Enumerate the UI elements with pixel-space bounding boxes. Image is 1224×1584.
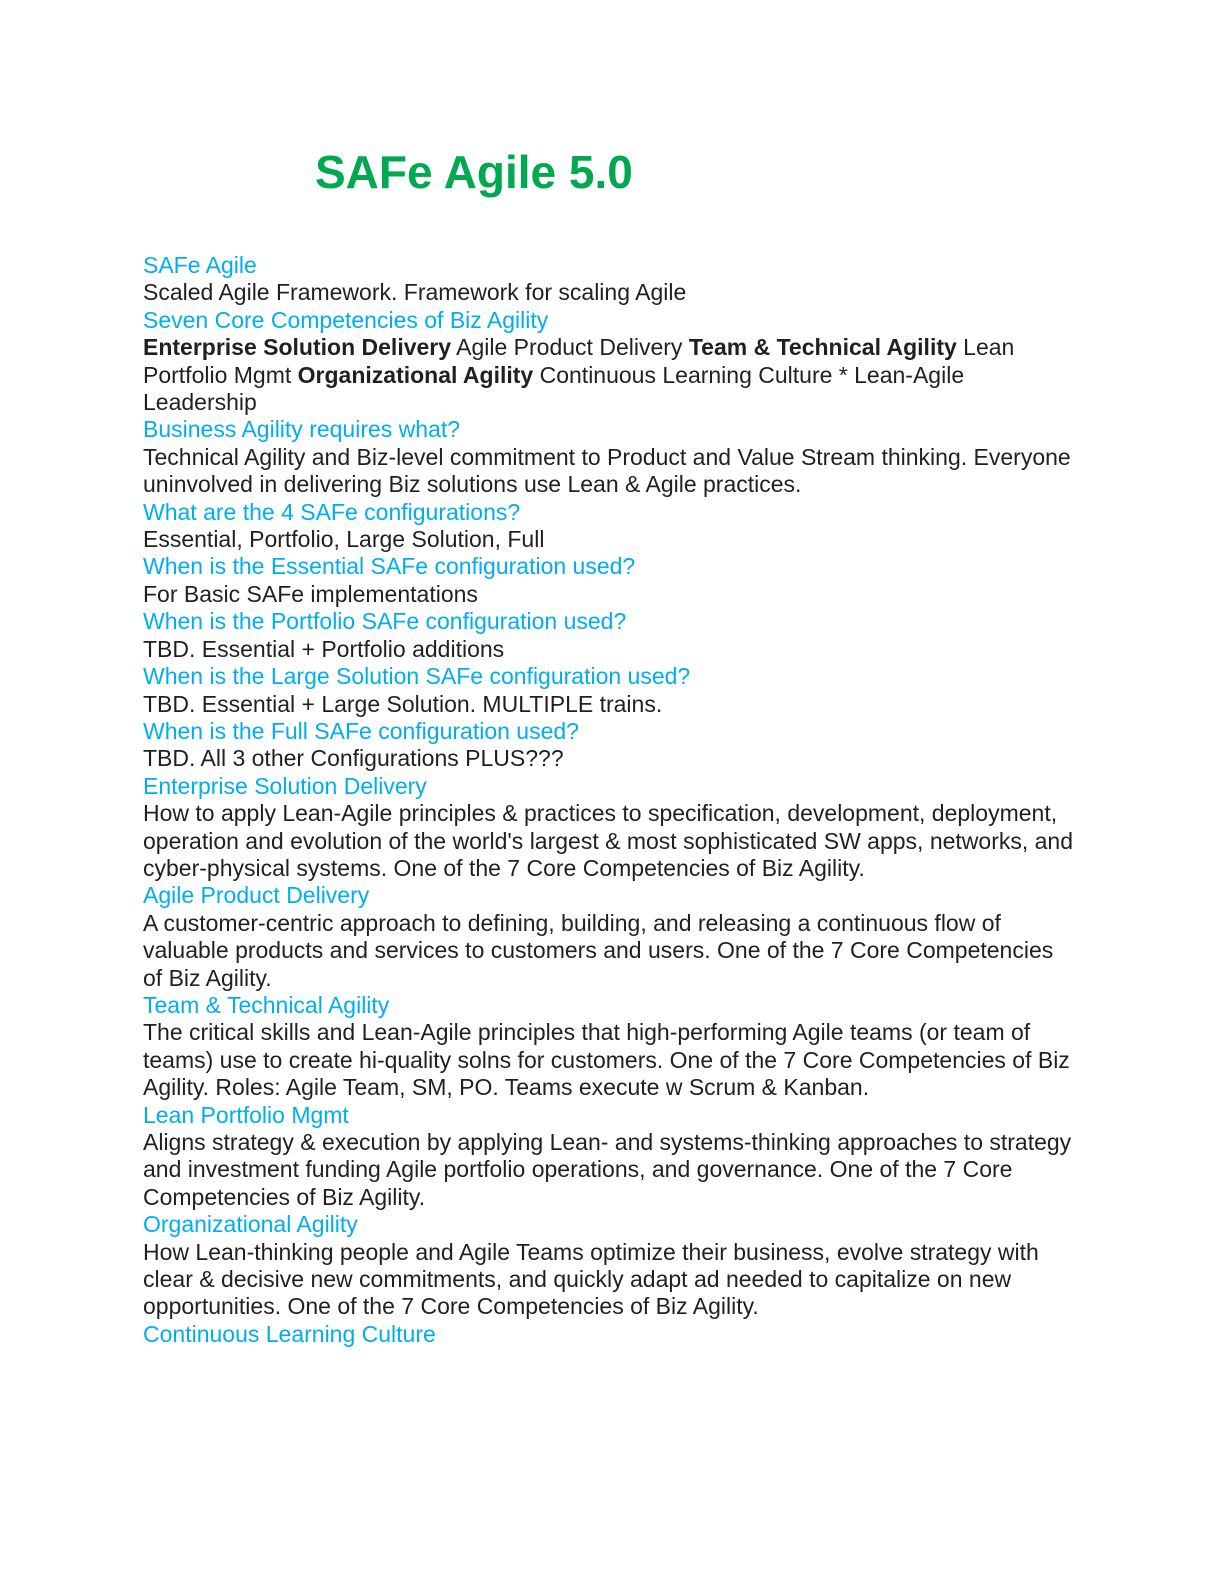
card-term: When is the Essential SAFe configuration used? [143,553,636,580]
card-term: Team & Technical Agility [143,991,390,1018]
definition-text: How to apply Lean-Agile principles & practices to specification, development, deployment, operation and evolution of the world's largest & most sophisticated SW apps, networks, and cyber-physical systems. One of the 7 Core Competencies of Biz Agility. [143,800,1074,881]
definition-text: Essential, Portfolio, Large Solution, Full [143,526,545,553]
definition-text: TBD. All 3 other Configurations PLUS??? [143,745,564,772]
card-definition [143,1129,1078,1211]
definition-text: Agile Product Delivery [451,334,689,361]
card-term: Seven Core Competencies of Biz Agility [143,306,549,333]
card-definition [143,334,1078,416]
card-definition [143,691,1078,718]
card-definition [143,910,1078,992]
card-definition [143,279,1078,306]
card-term: Enterprise Solution Delivery [143,772,427,799]
definition-text: How Lean-thinking people and Agile Teams optimize their business, evolve strategy with clear & decisive new commitments, and quickly adapt ad needed to capitalize on new opportunities. One of the 7 Core Competencies of Biz Agility. [143,1238,1039,1320]
card-definition [143,1239,1078,1321]
card-term: What are the 4 SAFe configurations? [143,498,521,525]
document-title: SAFe Agile 5.0 [315,146,633,198]
card-term: Organizational Agility [143,1211,358,1238]
card-term: Agile Product Delivery [143,882,370,909]
definition-text: TBD. Essential + Large Solution. MULTIPLE trains. [143,690,663,717]
flashcard-list [143,252,1078,1348]
card-definition [143,444,1078,499]
card-definition [143,800,1078,882]
card-definition [143,745,1078,772]
definition-bold-text: Organizational Agility [297,361,534,388]
card-definition [143,1019,1078,1101]
definition-text: TBD. Essential + Portfolio additions [143,635,505,662]
definition-text: Continuous Learning Culture * Lean-Agile Leadership [143,361,965,416]
card-definition [143,526,1078,553]
definition-text: For Basic SAFe implementations [143,580,478,607]
definition-text: Technical Agility and Biz-level commitment to Product and Value Stream thinking. Everyone uninvolved in delivering Biz solutions use Lean & Agile practices. [143,443,1071,498]
definition-bold-text: Team & Technical Agility [688,334,957,361]
definition-text: A customer-centric approach to defining, building, and releasing a continuous flow of valuable products and services to customers and users. One of the 7 Core Competencies of Biz Agility. [143,909,1054,991]
card-definition [143,581,1078,608]
definition-bold-text: Enterprise Solution Delivery [143,334,452,361]
card-term: When is the Portfolio SAFe configuration used? [143,608,627,635]
definition-text: Scaled Agile Framework. Framework for scaling Agile [143,279,687,306]
card-term: SAFe Agile [143,252,257,278]
definition-text: Lean Portfolio Mgmt [143,334,1015,388]
card-term: Lean Portfolio Mgmt [143,1101,349,1128]
card-term: Continuous Learning Culture [143,1320,436,1347]
definition-text: The critical skills and Lean-Agile principles that high-performing Agile teams (or team of teams) use to create hi-quality solns for customers. One of the 7 Core Competencies of Biz Agility. Roles: Agile Team, SM, PO. Teams execute w Scrum & Kanban. [143,1019,1070,1101]
card-term: When is the Full SAFe configuration used? [143,717,579,744]
card-term: Business Agility requires what? [143,416,461,443]
card-definition [143,636,1078,663]
definition-text: Aligns strategy & execution by applying Lean- and systems-thinking approaches to strategy and investment funding Agile portfolio operations, and governance. One of the 7 Core Competencies of Biz Agility. [143,1129,1072,1210]
card-term: When is the Large Solution SAFe configuration used? [143,663,691,690]
